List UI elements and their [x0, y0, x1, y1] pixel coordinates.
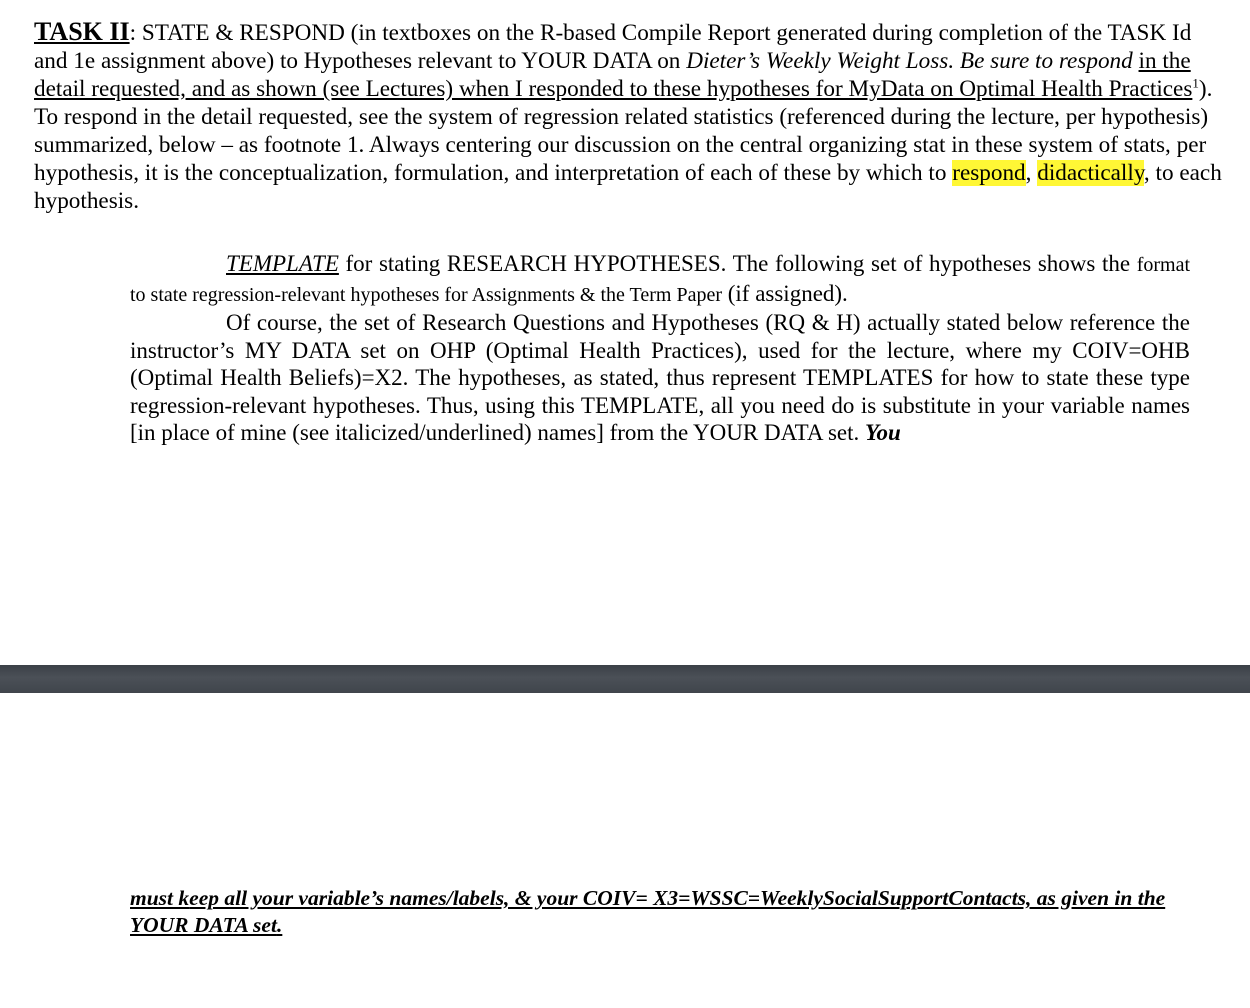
template-p2-text: Of course, the set of Research Questions and Hypotheses (RQ & H) actually stated below reference the instructor’s MY DATA set on OHP (Optimal Health Practices), used for the lecture, where my COIV=OHB (Optimal Health Beliefs)=X2. The hypotheses, as stated, thus represent TEMPLATES for how to state these type regression-relevant hypotheses. Thus, using this TEMPLATE, all you need do is substitute in your variable names [in place of mine (see italicized/underlined) names] from the YOUR DATA set. — [130, 310, 1190, 445]
template-p1-small: format to state regression-relevant hypotheses for Assignments & the Term Paper — [130, 254, 1190, 306]
task-colon: : — [129, 20, 137, 46]
template-p1-text: for stating RESEARCH HYPOTHESES. The following set of hypotheses shows the — [338, 251, 1137, 276]
continuation-start: must k — [130, 886, 190, 910]
task-intro-text: STATE & RESPOND (in textboxes on the R-based Compile Report generated during completion of the TASK Id and 1e assignment above) to Hypotheses relevant to YOUR DATA on — [34, 20, 1192, 74]
you-word: You — [865, 420, 901, 445]
comma-separator: , — [1025, 160, 1038, 186]
highlight-didactically: didactically — [1037, 160, 1144, 186]
template-paragraph-1 — [130, 250, 1190, 309]
footnote-ref: 1 — [1192, 75, 1199, 91]
dataset-name: Dieter’s Weekly Weight Loss. — [686, 48, 955, 74]
template-p1-end: (if assigned). — [721, 280, 848, 306]
task-end-text: , to each hypothesis. — [34, 160, 1222, 214]
page-break-bar — [0, 665, 1250, 693]
highlight-respond: respond — [952, 160, 1026, 186]
task-ii-paragraph — [34, 18, 1224, 215]
task-body-text: ). To respond in the detail requested, see the system of regression related statistics (referenced during the lecture, per hypothesis) summarized, below – as footnote 1. Always centering our discussion on the central organizing stat in these system of stats, per hypothesis, it is the conceptualization, formulation, and interpretation of each of these by which to — [34, 76, 1213, 186]
underlined-instruction: in the detail requested, and as shown (see Lectures) when I responded to these hypotheses for MyData on Optimal Health Practices — [34, 48, 1193, 102]
continuation-underlined: eep all your variable’s names/labels, & your COIV= X3=WSSC=WeeklySocialSupportContacts, as given in the YOUR DATA set — [130, 886, 1166, 937]
be-sure-text: Be sure to respond — [959, 48, 1133, 74]
continuation-end: . — [276, 913, 283, 937]
task-heading: TASK II — [34, 17, 130, 46]
continuation-paragraph — [130, 885, 1190, 939]
template-label: TEMPLATE — [226, 251, 339, 276]
template-section — [130, 250, 1190, 447]
template-paragraph-2 — [130, 309, 1190, 447]
document-page-2 — [0, 693, 1250, 1008]
